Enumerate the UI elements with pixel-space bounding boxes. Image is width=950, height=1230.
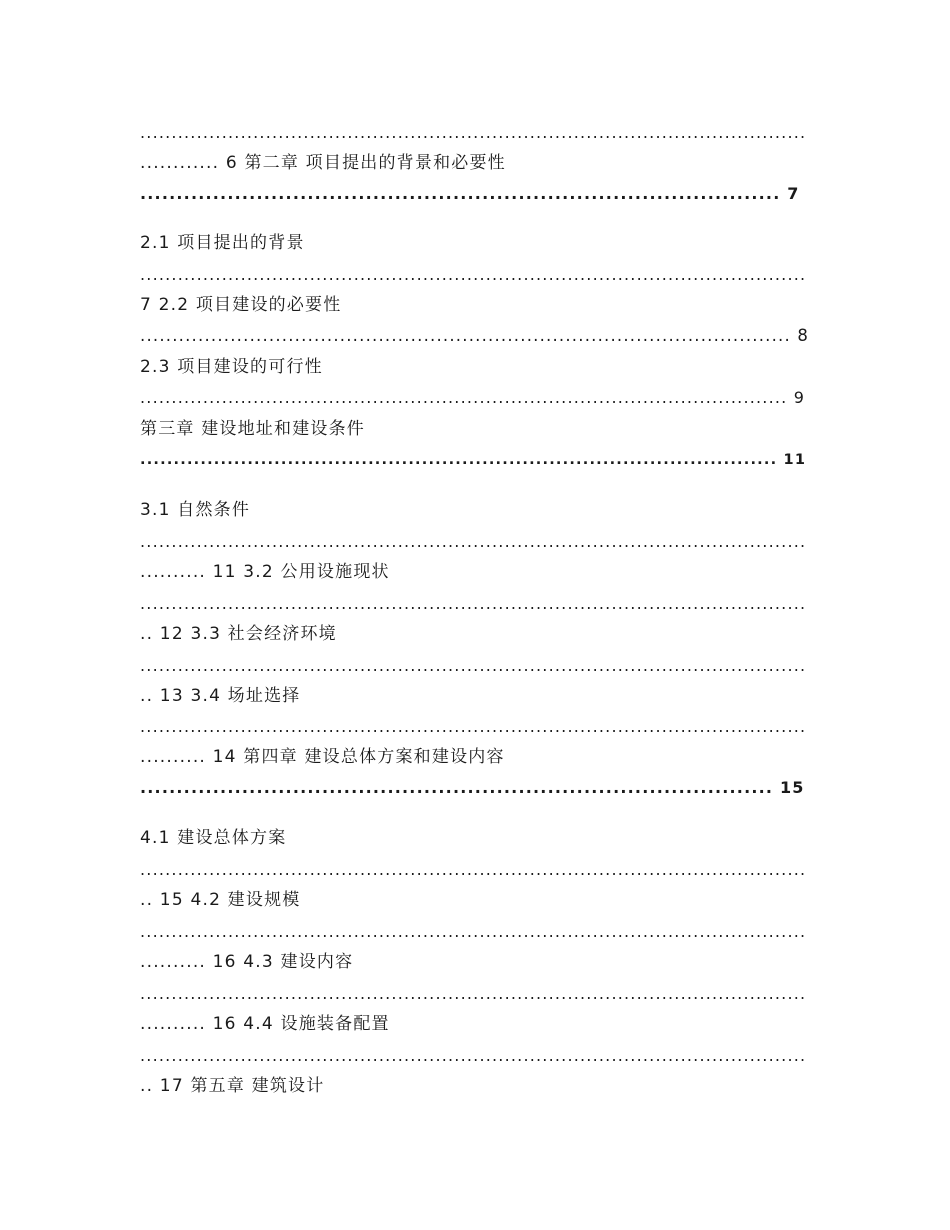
toc-leader-line: .......................................................................................................... bbox=[140, 984, 807, 1003]
toc-leader-line: ............................................................................................... 11 bbox=[140, 452, 807, 468]
toc-entry-4-2: .. 15 4.2 建设规模 bbox=[140, 890, 301, 910]
toc-leader-line: ..................................................................................................... 8 bbox=[140, 326, 810, 345]
toc-entry-3-1: 3.1 自然条件 bbox=[140, 500, 251, 520]
toc-entry-2-2: 7 2.2 项目建设的必要性 bbox=[140, 295, 342, 315]
toc-entry-3-3: .. 12 3.3 社会经济环境 bbox=[140, 624, 337, 644]
toc-leader-line: ....................................................................................... 15 bbox=[140, 778, 805, 797]
toc-entry-3-4: .. 13 3.4 场址选择 bbox=[140, 686, 301, 706]
toc-entry-chapter-4: .......... 14 第四章 建设总体方案和建设内容 bbox=[140, 747, 505, 767]
toc-leader-line: .......................................................................................................... bbox=[140, 717, 807, 736]
toc-entry-chapter-2: ............ 6 第二章 项目提出的背景和必要性 bbox=[140, 153, 506, 173]
toc-leader-line: .......................................................................................................... bbox=[140, 123, 807, 142]
toc-leader-line: ........................................................................................ 7 bbox=[140, 184, 800, 203]
toc-entry-4-3: .......... 16 4.3 建设内容 bbox=[140, 952, 354, 972]
toc-entry-2-3: 2.3 项目建设的可行性 bbox=[140, 357, 323, 377]
toc-leader-line: .......................................................................................................... bbox=[140, 860, 807, 879]
toc-leader-line: .......................................................................................................... bbox=[140, 1046, 807, 1065]
toc-entry-4-4: .......... 16 4.4 设施装备配置 bbox=[140, 1014, 390, 1034]
toc-leader-line: .......................................................................................................... bbox=[140, 265, 807, 284]
toc-leader-line: ....................................................................................................... 9 bbox=[140, 388, 806, 407]
toc-leader-line: .......................................................................................................... bbox=[140, 922, 807, 941]
toc-leader-line: .......................................................................................................... bbox=[140, 594, 807, 613]
toc-entry-3-2: .......... 11 3.2 公用设施现状 bbox=[140, 562, 390, 582]
toc-leader-line: .......................................................................................................... bbox=[140, 656, 807, 675]
toc-leader-line: .......................................................................................................... bbox=[140, 532, 807, 551]
toc-entry-chapter-3: 第三章 建设地址和建设条件 bbox=[140, 419, 366, 439]
toc-entry-chapter-5: .. 17 第五章 建筑设计 bbox=[140, 1076, 325, 1096]
toc-entry-2-1: 2.1 项目提出的背景 bbox=[140, 233, 305, 253]
toc-entry-4-1: 4.1 建设总体方案 bbox=[140, 828, 287, 848]
